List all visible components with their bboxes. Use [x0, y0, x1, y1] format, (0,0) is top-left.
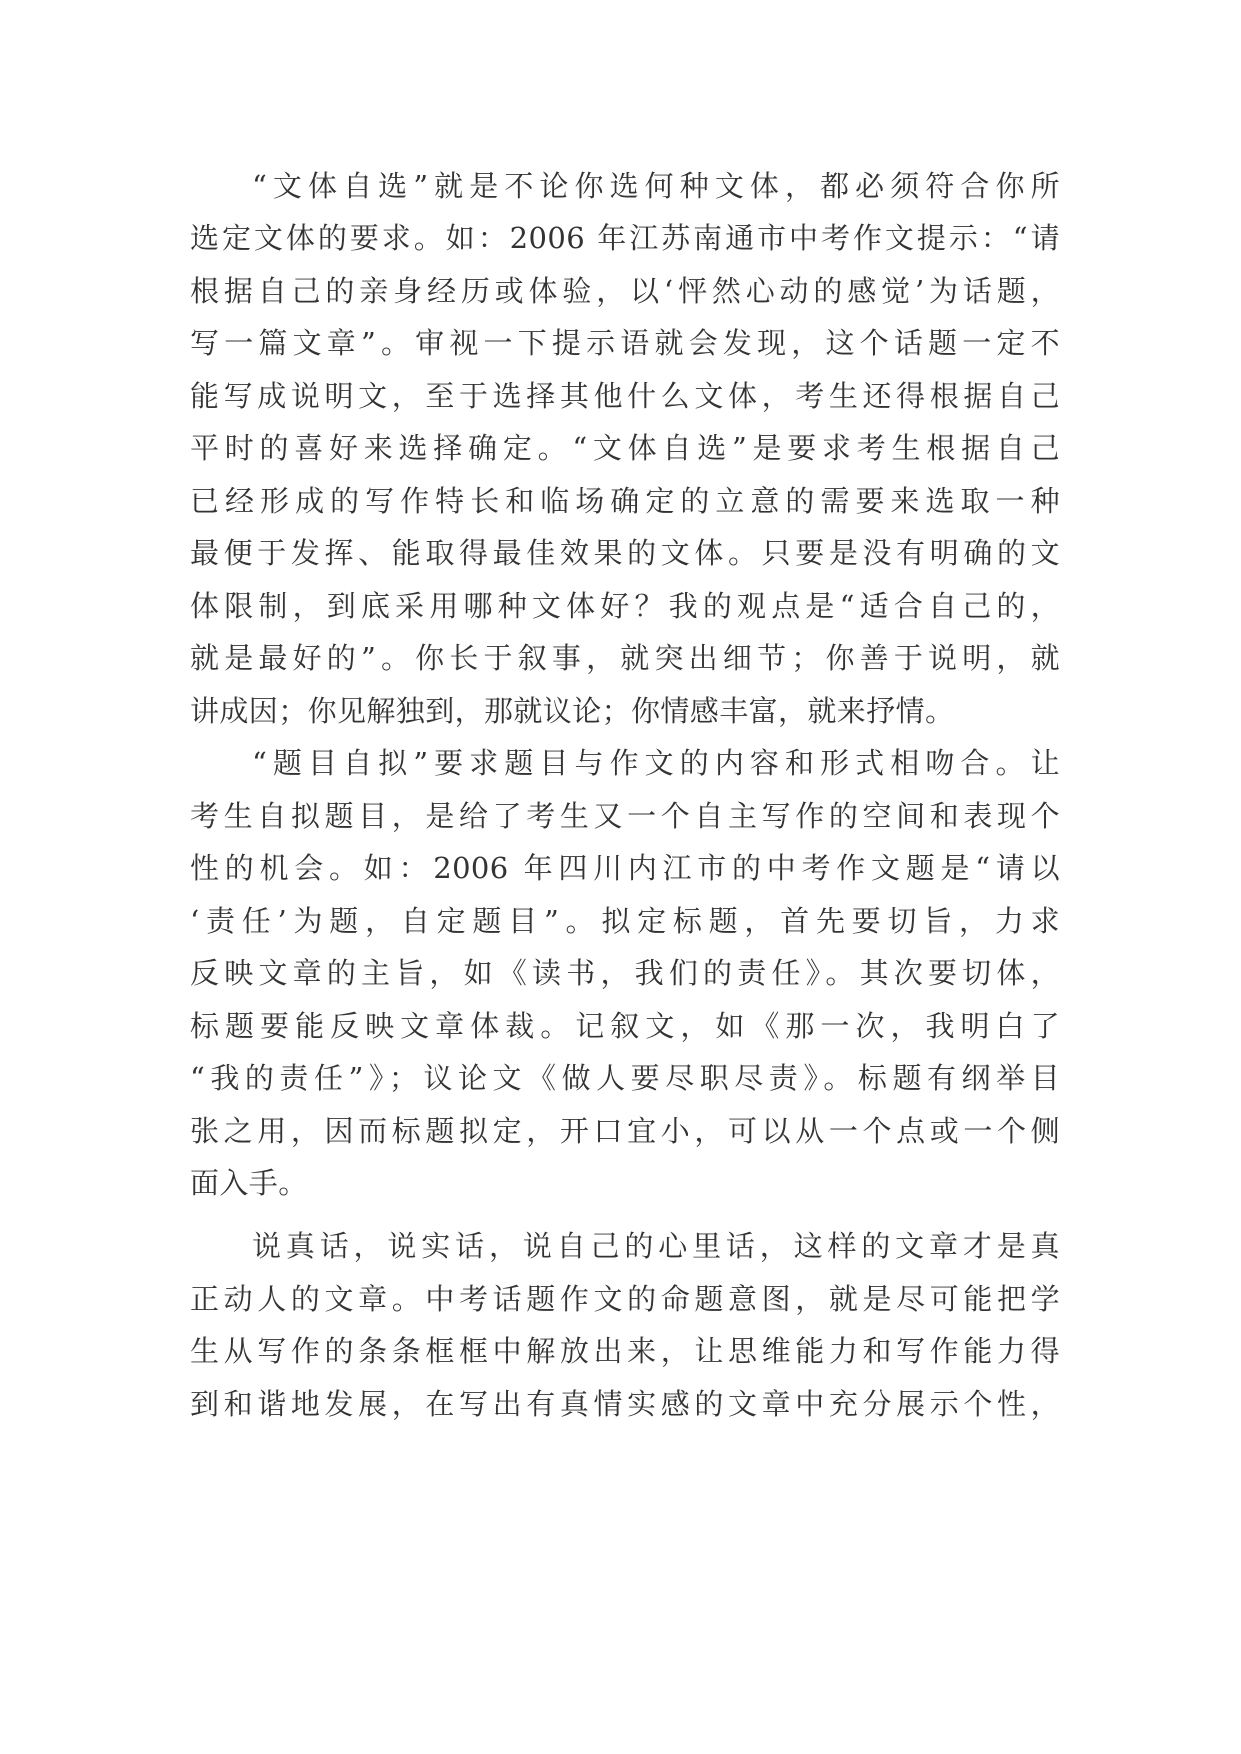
paragraph-2-line-5: 反映文章的主旨，如《读书，我们的责任》。其次要切体， — [190, 956, 1060, 990]
paragraph-1-line-11: 讲成因；你见解独到，那就议论；你情感丰富，就来抒情。 — [190, 694, 955, 728]
paragraph-2-line-4: ‘责任’为题，自定题目”。拟定标题，首先要切旨，力求 — [190, 904, 1060, 938]
paragraph-3-line-2: 正动人的文章。中考话题作文的命题意图，就是尽可能把学 — [190, 1282, 1060, 1316]
paragraph-3-line-1: 说真话，说实话，说自己的心里话，这样的文章才是真 — [252, 1229, 1060, 1263]
paragraph-2-line-7: “我的责任”》；议论文《做人要尽职尽责》。标题有纲举目 — [190, 1061, 1060, 1095]
paragraph-1-line-7: 已经形成的写作特长和临场确定的立意的需要来选取一种 — [190, 484, 1060, 518]
paragraph-2-line-2: 考生自拟题目，是给了考生又一个自主写作的空间和表现个 — [190, 799, 1060, 833]
paragraph-2-line-3: 性的机会。如：2006 年四川内江市的中考作文题是“请以 — [190, 851, 1060, 885]
paragraph-1-line-9: 体限制，到底采用哪种文体好？我的观点是“适合自己的， — [190, 589, 1060, 623]
paragraph-3-line-4: 到和谐地发展，在写出有真情实感的文章中充分展示个性， — [190, 1387, 1060, 1421]
paragraph-1-line-4: 写一篇文章”。审视一下提示语就会发现，这个话题一定不 — [190, 326, 1060, 360]
paragraph-1-line-8: 最便于发挥、能取得最佳效果的文体。只要是没有明确的文 — [190, 536, 1060, 570]
paragraph-1-line-6: 平时的喜好来选择确定。“文体自选”是要求考生根据自己 — [190, 431, 1060, 465]
paragraph-2-line-1: “题目自拟”要求题目与作文的内容和形式相吻合。让 — [252, 746, 1060, 780]
paragraph-3-line-3: 生从写作的条条框框中解放出来，让思维能力和写作能力得 — [190, 1334, 1060, 1368]
paragraph-2-line-6: 标题要能反映文章体裁。记叙文，如《那一次，我明白了 — [190, 1009, 1060, 1043]
paragraph-1-line-1: “文体自选”就是不论你选何种文体，都必须符合你所 — [252, 169, 1060, 203]
paragraph-1-line-2: 选定文体的要求。如：2006 年江苏南通市中考作文提示：“请 — [190, 221, 1060, 255]
paragraph-2-line-9: 面入手。 — [190, 1166, 308, 1200]
paragraph-1-line-10: 就是最好的”。你长于叙事，就突出细节；你善于说明，就 — [190, 641, 1060, 675]
paragraph-1-line-3: 根据自己的亲身经历或体验，以‘怦然心动的感觉’为话题， — [190, 274, 1060, 308]
paragraph-2-line-8: 张之用，因而标题拟定，开口宜小，可以从一个点或一个侧 — [190, 1114, 1060, 1148]
paragraph-1-line-5: 能写成说明文，至于选择其他什么文体，考生还得根据自己 — [190, 379, 1060, 413]
